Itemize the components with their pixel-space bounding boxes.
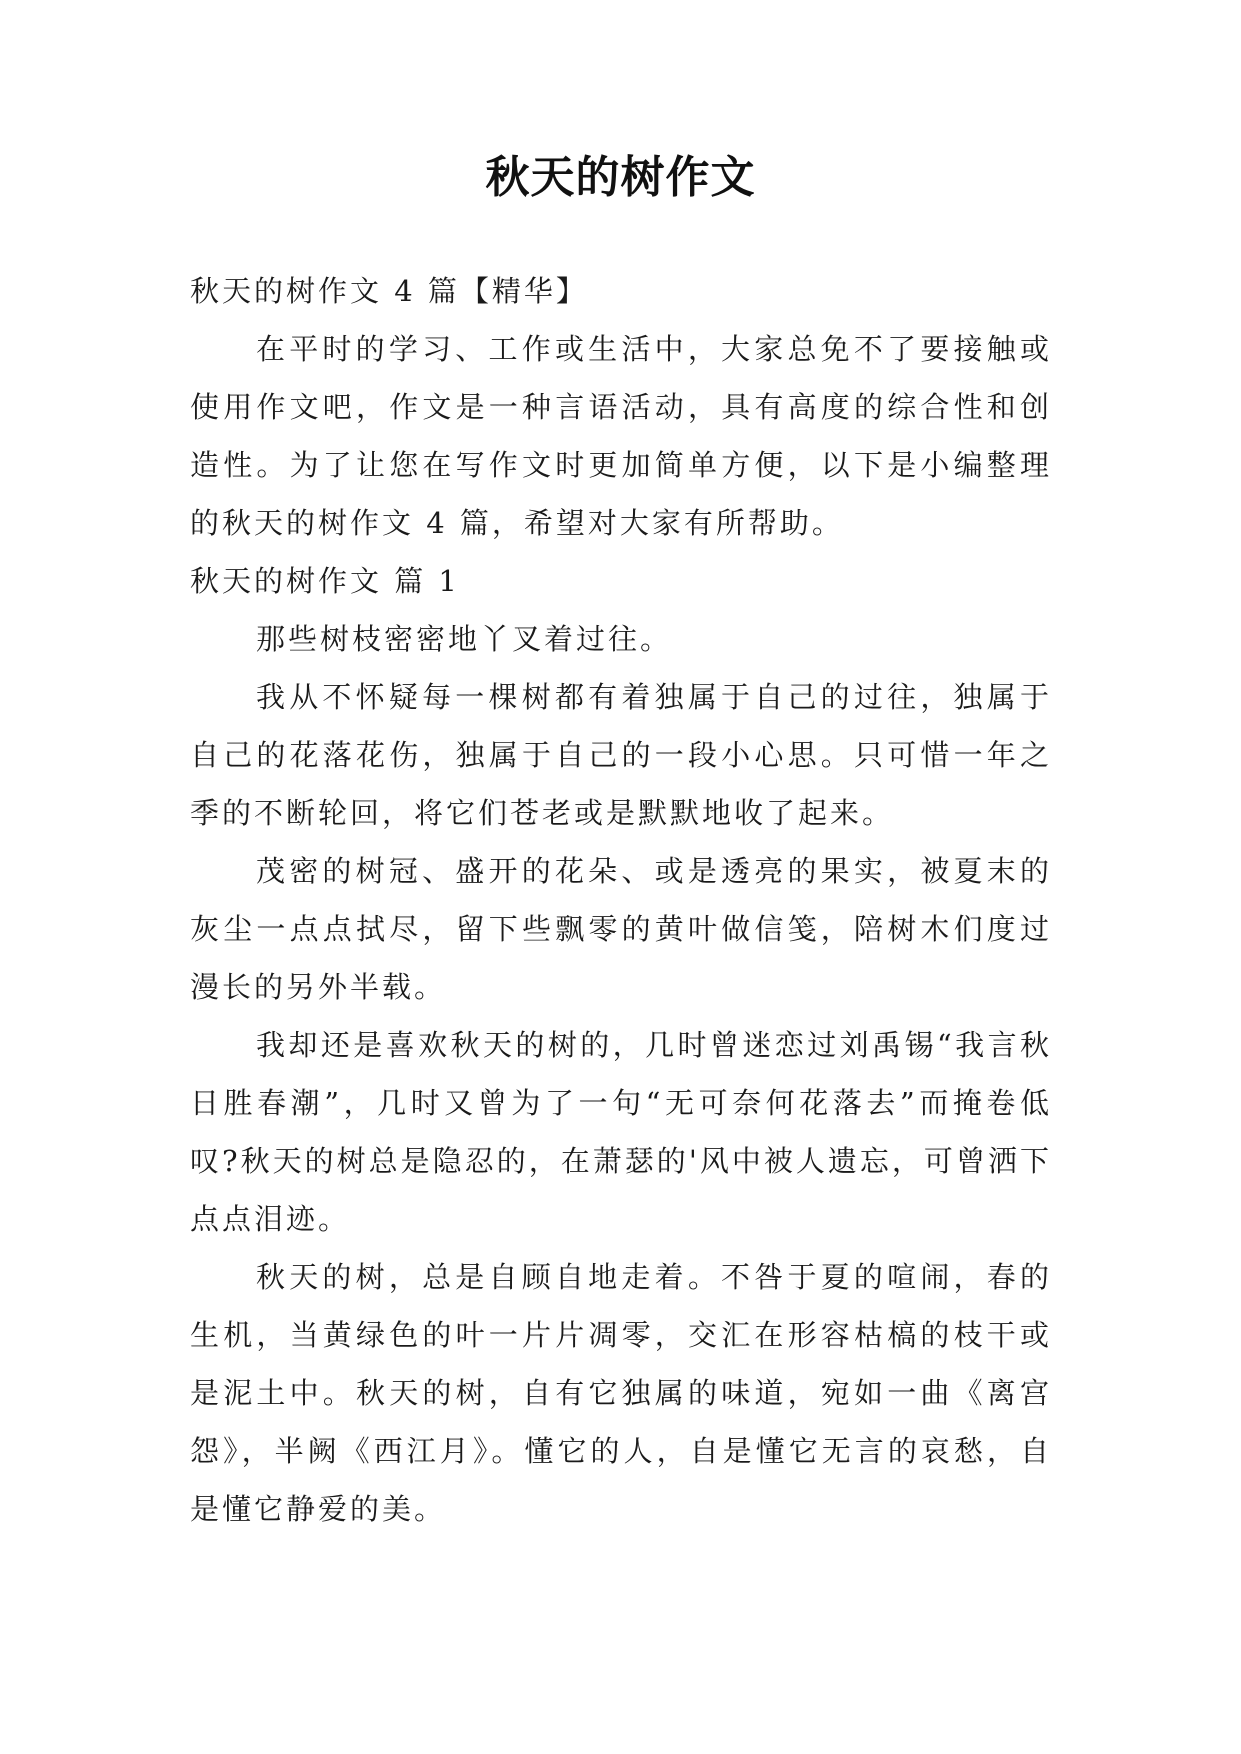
body-paragraph: 我从不怀疑每一棵树都有着独属于自己的过往，独属于自己的花落花伤，独属于自己的一段小心思。只可惜一年之季的不断轮回，将它们苍老或是默默地收了起来。 [190, 680, 1052, 830]
document-body [190, 262, 1052, 1538]
body-paragraph: 茂密的树冠、盛开的花朵、或是透亮的果实，被夏末的灰尘一点点拭尽，留下些飘零的黄叶做信笺，陪树木们度过漫长的另外半载。 [190, 854, 1052, 1004]
document-title: 秋天的树作文 [485, 152, 756, 203]
intro-paragraph: 在平时的学习、工作或生活中，大家总免不了要接触或使用作文吧，作文是一种言语活动，具有高度的综合性和创造性。为了让您在写作文时更加简单方便，以下是小编整理的秋天的树作文 4 篇，希望对大家有所帮助。 [190, 332, 1052, 540]
body-paragraph: 我却还是喜欢秋天的树的，几时曾迷恋过刘禹锡“我言秋日胜春潮”，几时又曾为了一句“无可奈何花落去”而掩卷低叹?秋天的树总是隐忍的，在萧瑟的'风中被人遗忘，可曾洒下点点泪迹。 [190, 1028, 1052, 1236]
section-heading: 秋天的树作文 篇 1 [190, 564, 460, 598]
body-paragraph: 秋天的树，总是自顾自地走着。不咎于夏的喧闹，春的生机，当黄绿色的叶一片片凋零，交汇在形容枯槁的枝干或是泥土中。秋天的树，自有它独属的味道，宛如一曲《离宫怨》，半阙《西江月》。懂它的人，自是懂它无言的哀愁，自是懂它静爱的美。 [190, 1260, 1052, 1526]
body-paragraph: 那些树枝密密地丫叉着过往。 [256, 622, 673, 656]
document-subtitle: 秋天的树作文 4 篇【精华】 [190, 274, 588, 308]
